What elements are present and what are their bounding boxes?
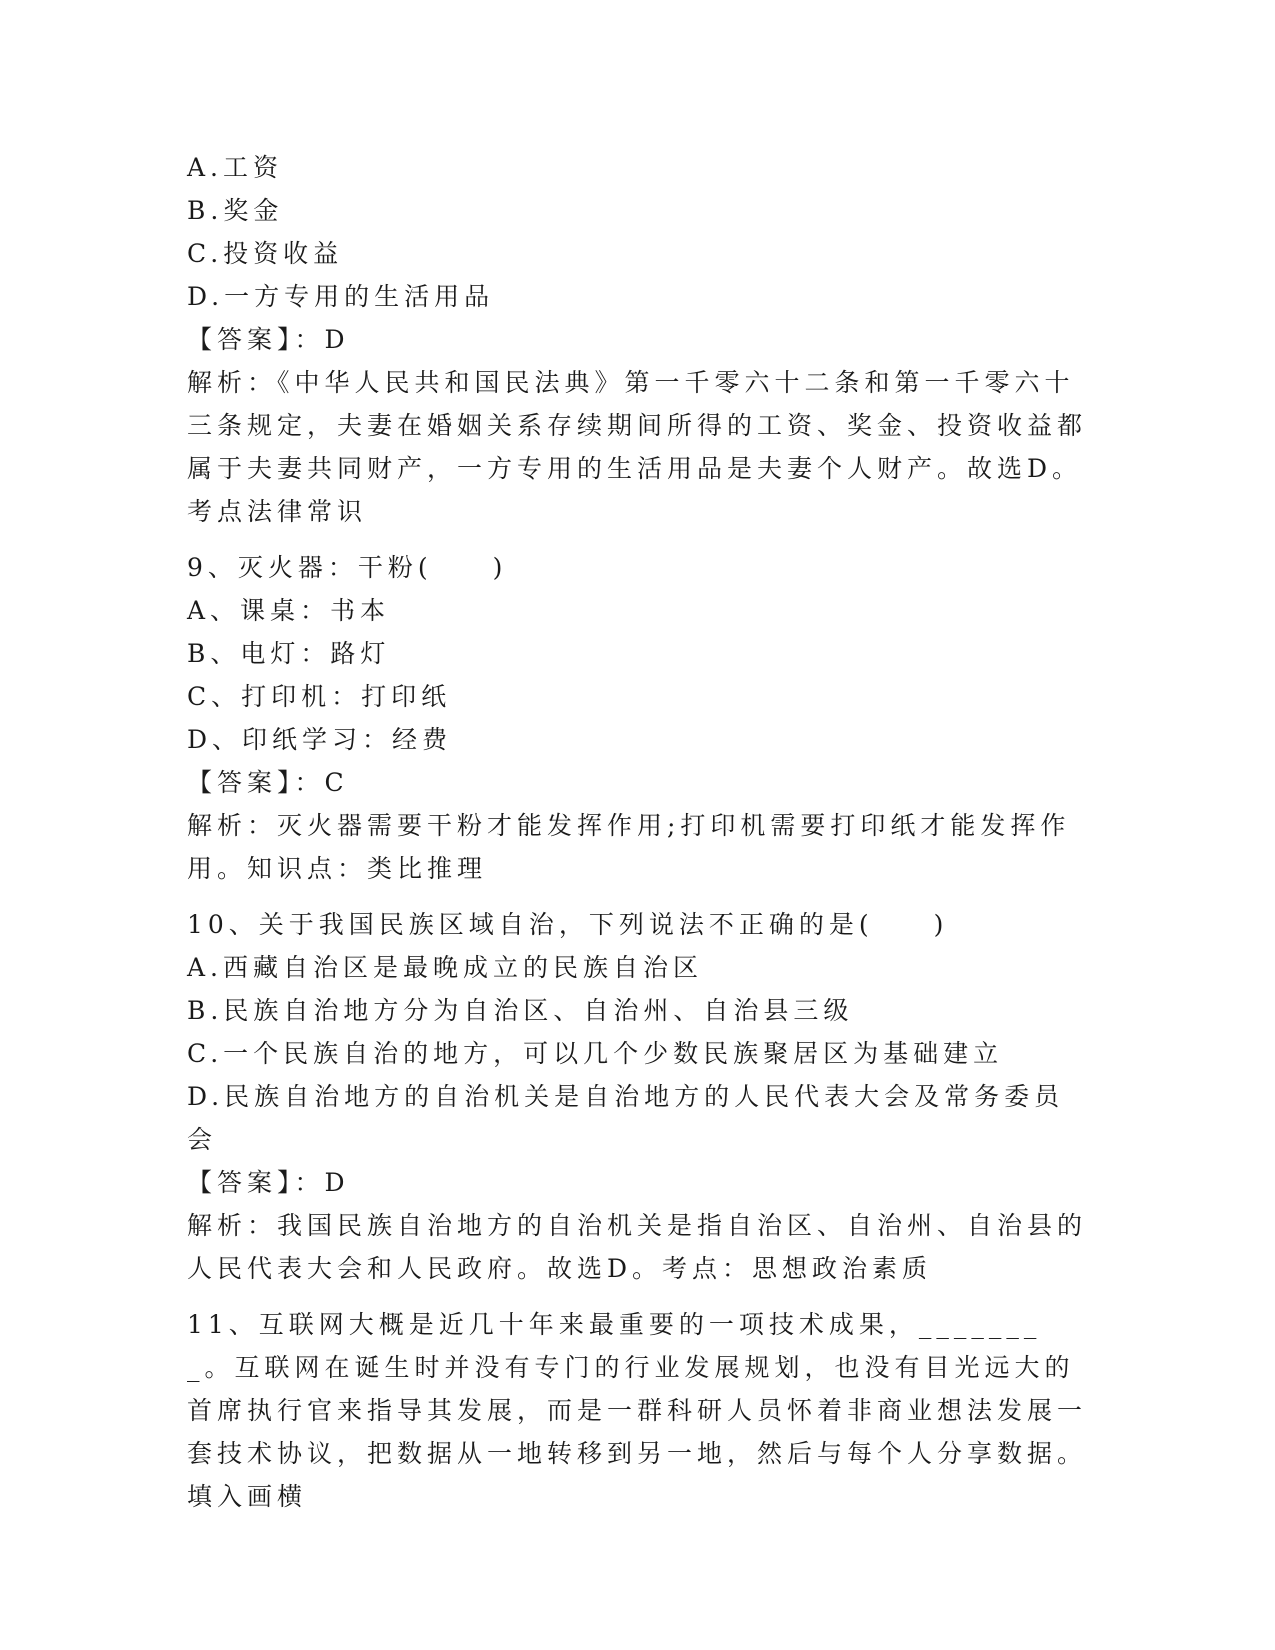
option-b: B、电灯：路灯	[187, 639, 391, 668]
option-c: C.一个民族自治的地方，可以几个少数民族聚居区为基础建立	[187, 1039, 1004, 1068]
option-d: D.一方专用的生活用品	[187, 282, 495, 311]
answer: 【答案】：D	[187, 1168, 350, 1197]
option-a: A、课桌：书本	[187, 596, 391, 625]
answer: 【答案】：C	[187, 768, 349, 797]
option-a: A.工资	[187, 153, 284, 182]
option-b: B.奖金	[187, 196, 284, 225]
explanation: 解析：我国民族自治地方的自治机关是指自治区、自治州、自治县的人民代表大会和人民政府。故选D。考点：思想政治素质	[187, 1211, 1088, 1283]
option-d: D、印纸学习：经费	[187, 725, 453, 754]
explanation: 解析：《中华人民共和国民法典》第一千零六十二条和第一千零六十三条规定，夫妻在婚姻关系存续期间所得的工资、奖金、投资收益都属于夫妻共同财产，一方专用的生活用品是夫妻个人财产。故选D。考点法律常识	[187, 368, 1088, 526]
question-8-block	[187, 146, 1087, 533]
question-10-block	[187, 903, 1087, 1290]
question-text: 9、灭火器：干粉( )	[187, 553, 508, 582]
answer: 【答案】：D	[187, 325, 350, 354]
option-d: D.民族自治地方的自治机关是自治地方的人民代表大会及常务委员会	[187, 1082, 1065, 1154]
option-a: A.西藏自治区是最晚成立的民族自治区	[187, 953, 704, 982]
explanation: 解析：灭火器需要干粉才能发挥作用;打印机需要打印纸才能发挥作用。知识点：类比推理	[187, 811, 1071, 883]
option-c: C.投资收益	[187, 239, 344, 268]
question-9-block	[187, 546, 1087, 890]
option-c: C、打印机：打印纸	[187, 682, 452, 711]
option-b: B.民族自治地方分为自治区、自治州、自治县三级	[187, 996, 854, 1025]
question-text: 11、互联网大概是近几十年来最重要的一项技术成果，________。互联网在诞生时并没有专门的行业发展规划，也没有目光远大的首席执行官来指导其发展，而是一群科研人员怀着非商业想法发展一套技术协议，把数据从一地转移到另一地，然后与每个人分享数据。填入画横	[187, 1310, 1088, 1511]
question-text: 10、关于我国民族区域自治，下列说法不正确的是( )	[187, 910, 949, 939]
question-11-block	[187, 1303, 1087, 1518]
document-content	[187, 146, 1087, 1531]
